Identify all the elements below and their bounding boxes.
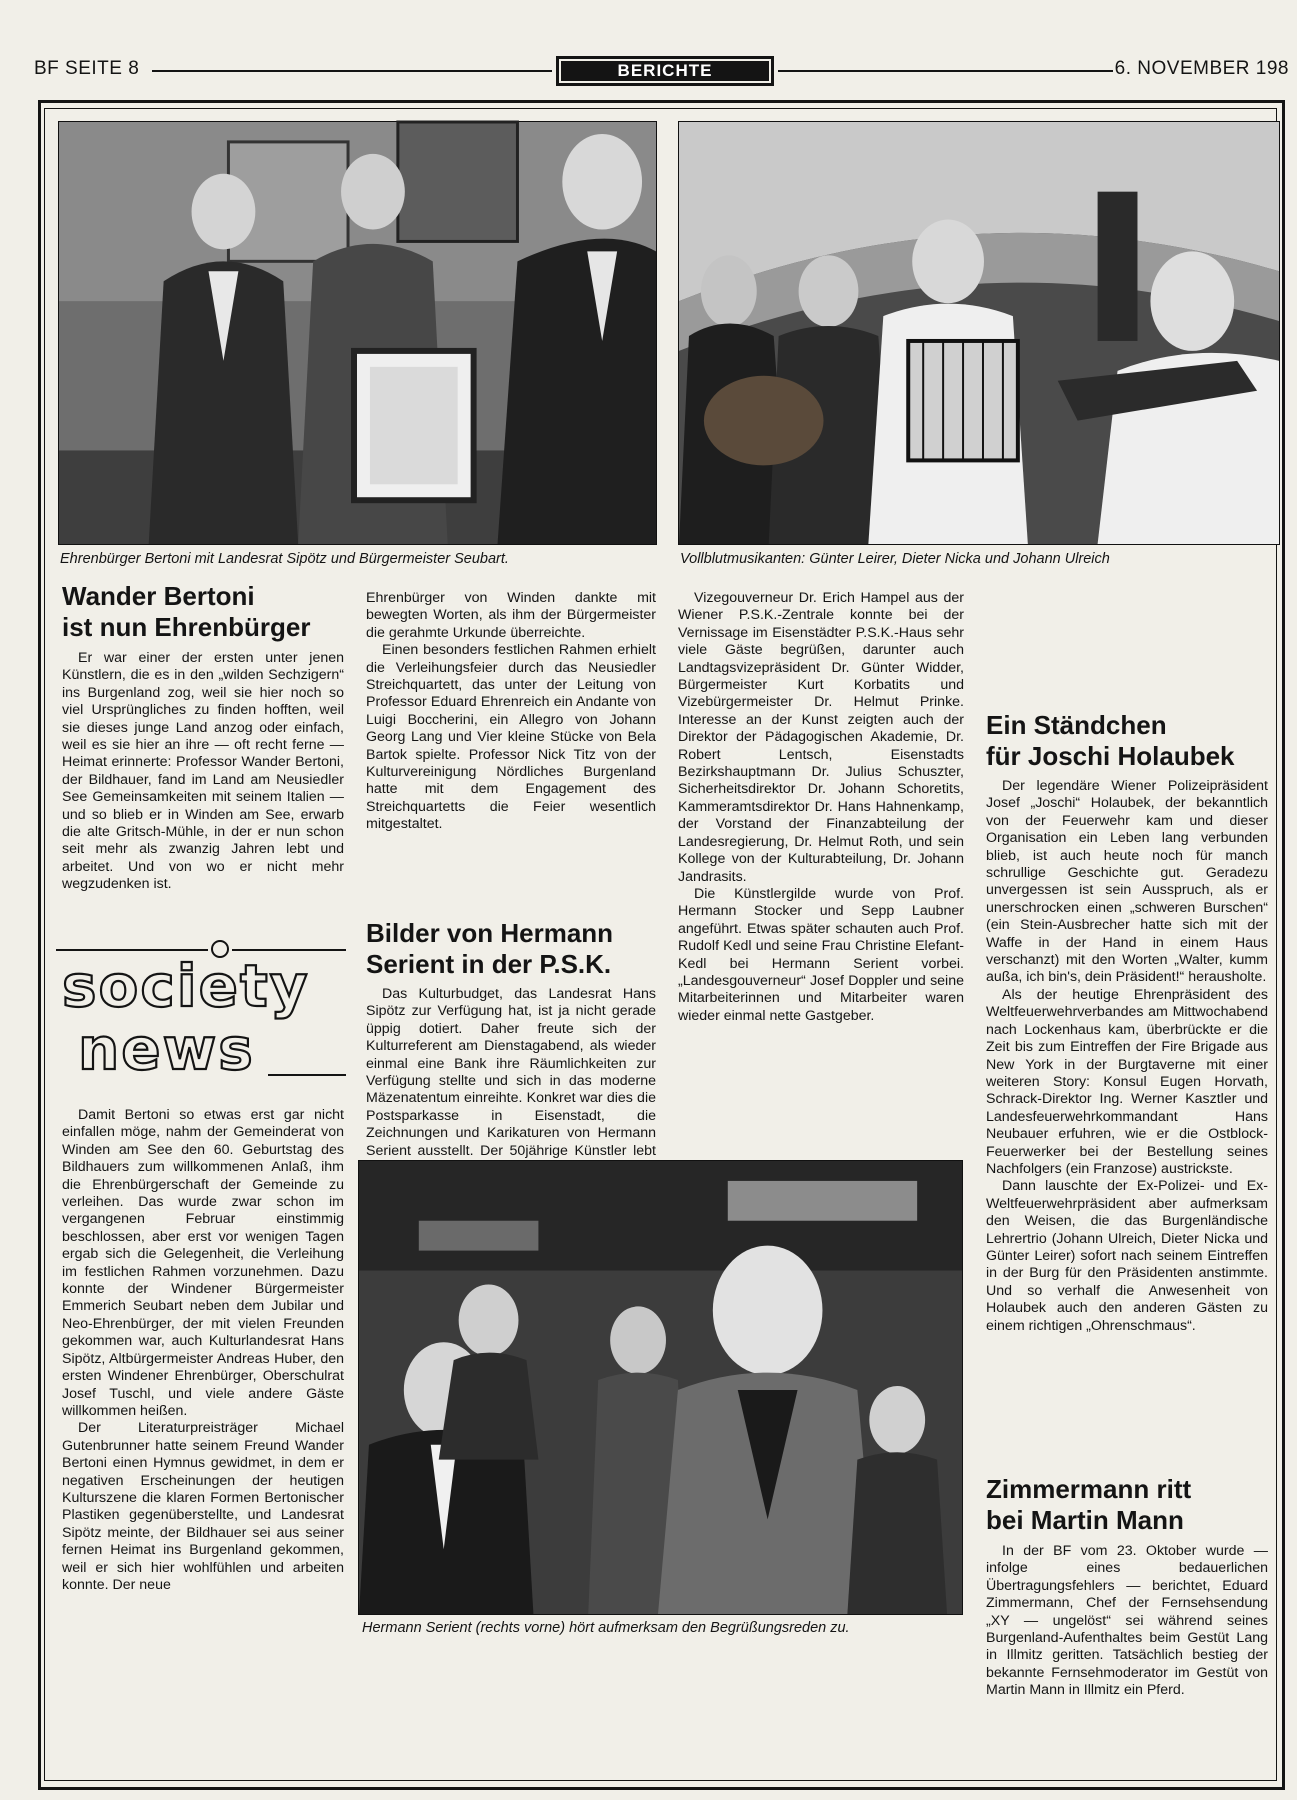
logo-rule-top (56, 949, 208, 951)
logo-rule-top (232, 949, 346, 951)
page-header (34, 50, 1289, 90)
article-column (366, 590, 656, 834)
article-paragraph: Damit Bertoni so etwas erst gar nicht einfallen möge, nahm der Gemeinderat von Winden am See den 60. Geburtstag des Bildhauers zum willkommenen Anlaß, ihm die Ehrenbürgerschaft der Gemeinde zu verleihen. Das wurde zwar schon im vergangenen Februar einstimmig beschlossen, aber erst vor wenigen Tagen ergab sich die Gelegenheit, die Verleihung im festlichen Rahmen vorzunehmen. Dazu konnte der Windener Bürgermeister Emmerich Seubart neben dem Jubilar und Neo-Ehrenbürger, der mit vielen Freunden gekommen war, auch Kulturlandesrat Hans Sipötz, Altbürgermeister Andreas Huber, den ersten Windener Ehrenbürger, Oberschulrat Josef Tuschl, und viele andere Gäste willkommen heißen. (62, 1107, 344, 1419)
article-column (986, 778, 1268, 1335)
logo-rule-bottom (268, 1074, 346, 1076)
article-column (62, 650, 344, 894)
article-column (678, 590, 964, 1025)
headline-line: Zimmermann ritt (986, 1474, 1192, 1504)
header-rule-left (152, 70, 552, 72)
article-headline (62, 581, 362, 643)
headline-line: Wander Bertoni (62, 581, 255, 611)
article-paragraph: Er war einer der ersten unter jenen Künstlern, die es in den „wilden Sechzigern“ ins Burgenland zog, weil sie hier noch so viel Ursprüngliches zu finden hofften, weil sie dieses junge Land anzog oder einfach, weil es sie hier an ihre — oft recht ferne — Heimat erinnerte: Professor Wander Bertoni, der Bildhauer, fand im Land am Neusiedler See Gemeinsamkeiten mit seinem Italien — und so blieb er in Winden am See, erwarb die alte Gritsch-Mühle, in der er nun schon seit mehr als zwanzig Jahren lebt und arbeitet. Und von wo er nicht mehr wegzudenken ist. (62, 650, 344, 893)
article-paragraph: Die Künstlergilde wurde von Prof. Hermann Stocker und Sepp Laubner angeführt. Etwas später schauten auch Prof. Rudolf Kedl und seine Frau Christine Elefant-Kedl bei Hermann Serient vorbei. „Landesgouverneur“ Josef Doppler und seine Mitarbeiterinnen und Mitarbeiter waren wieder einmal nette Gastgeber. (678, 885, 964, 1024)
article-column (986, 1543, 1268, 1700)
article-paragraph: Als der heutige Ehrenpräsident des Weltfeuerwehrverbandes am Mittwochabend nach Lockenhaus kam, überbrückte er die Zeit bis zum Eintreffen der Fire Brigade aus New York in der Burgtaverne mit einer weiteren Story: Konsul Eugen Horvath, Schrack-Direktor Ing. Werner Kasztler und Landesfeuerwehrkommandant Hans Neubauer erfuhren, wie er die Ostblock-Feuerwerker bei der Bestellung seines Nachfolgers (ein Franzose) austrickste. (986, 986, 1268, 1177)
article-column (62, 1107, 344, 1594)
photo-musicians (678, 121, 1280, 545)
article-paragraph: Der Literaturpreisträger Michael Gutenbrunner hatte seinem Freund Wander Bertoni einen Hymnus gewidmet, in dem er negativen Erscheinungen der heutigen Kulturszene die klaren Formen Bertonischer Plastiken gegenüberstellte, und Landesrat Sipötz meinte, der Bildhauer sei aus seiner fernen Heimat ins Burgenland gekommen, weil er sich hier wohlfühlen und arbeiten konnte. Der neue (62, 1420, 344, 1593)
society-news-logo-line2: news (78, 1015, 255, 1083)
headline-line: ist nun Ehrenbürger (62, 612, 311, 642)
header-rule-right (778, 70, 1113, 72)
photo-caption: Vollblutmusikanten: Günter Leirer, Dieter Nicka und Johann Ulreich (680, 551, 1110, 567)
headline-line: Ein Ständchen (986, 710, 1167, 740)
article-paragraph: Einen besonders festlichen Rahmen erhielt die Verleihungsfeier durch das Neusiedler Streichquartett, das unter der Leitung von Professor Eduard Ehrenreich ein Andante von Luigi Boccherini, ein Allegro von Johann Georg Lang und Vier kleine Stücke von Bela Bartok spielte. Professor Nick Titz von der Kulturvereinigung Nördliches Burgenland hatte mit dem Engagement des Streichquartetts die Feier wesentlich mitgestaltet. (366, 642, 656, 833)
headline-line: Serient in der P.S.K. (366, 949, 612, 979)
article-column (366, 986, 656, 1159)
issue-date: 6. NOVEMBER 198 (1114, 58, 1289, 79)
page-number: BF SEITE 8 (34, 58, 140, 79)
article-paragraph: Dann lauschte der Ex-Polizei- und Ex-Weltfeuerwehrpräsident aber aufmerksam den Weisen, die das Burgenländische Lehrertrio (Johann Ulreich, Dieter Nicka und Günter Leirer) sofort nach seinem Eintreffen in der Burg für den Präsidenten anstimmte. Und so verhalf die Anwesenheit von Holaubek auch den anderen Gästen zu einem richtigen „Ohrenschmaus“. (986, 1178, 1268, 1334)
photo-caption: Ehrenbürger Bertoni mit Landesrat Sipötz und Bürgermeister Seubart. (60, 551, 509, 567)
article-headline (986, 710, 1286, 772)
society-news-logo-line1: society (62, 952, 310, 1020)
section-label: BERICHTE (561, 61, 769, 81)
article-paragraph: Vizegouverneur Dr. Erich Hampel aus der Wiener P.S.K.-Zentrale konnte bei der Vernissage im Eisenstädter P.S.K.-Haus sehr viele Gäste begrüßen, darunter auch Landtagsvizepräsident Dr. Günter Widder, Bürgermeister Kurt Korbatits und Vizebürgermeister Dr. Helmut Prinke. Interesse an der Kunst zeigten auch der Direktor der Pädagogischen Akademie, Dr. Robert Lentsch, Eisenstadts Bezirkshauptmann Dr. Julius Schuszter, Sicherheitsdirektor Dr. Johann Schoretits, Kammeramtsdirektor Dr. Hans Hahnenkamp, der Vorstand der Finanzabteilung der Landesregierung, Dr. Helmut Roth, und sein Kollege von der Kulturabteilung, Dr. Johann Jandrasits. (678, 590, 964, 885)
photo-bertoni-ceremony (58, 121, 657, 545)
headline-line: bei Martin Mann (986, 1505, 1184, 1535)
article-headline (986, 1474, 1286, 1536)
article-paragraph: In der BF vom 23. Oktober wurde — infolge eines bedauerlichen Übertragungsfehlers — berichtet, Eduard Zimmermann, Chef der Fernsehsendung „XY — ungelöst“ sei während seines Burgenland-Aufenthaltes beim Gestüt Lang in Illmitz geritten. Tatsächlich bestieg der bekannte Fernsehmoderator im Gestüt von Martin Mann in Illmitz ein Pferd. (986, 1543, 1268, 1699)
section-label-box (556, 56, 774, 86)
headline-line: Bilder von Hermann (366, 918, 614, 948)
article-paragraph: Das Kulturbudget, das Landesrat Hans Sipötz zur Verfügung hat, ist ja nicht gerade üppig dotiert. Daher freute sich der Kulturreferent am Dienstagabend, als wieder einmal eine Bank ihre Räumlichkeiten zur Verfügung stellte und sich in das moderne Mäzenatentum einreihte. Konkret war dies die Postsparkasse in Eisenstadt, die Zeichnungen und Karikaturen von Hermann Serient ausstellt. Der 50jährige Künstler lebt (366, 986, 656, 1159)
article-paragraph: Der legendäre Wiener Polizeipräsident Josef „Joschi“ Holaubek, der bekanntlich von der Feuerwehr kam und dieser Organisation ein Leben lang verbunden blieb, ist auch heute noch für manch schrullige Geschichte gut. Geradezu unvergessen ist sein Ausspruch, als er unerschrocken einen „schweren Burschen“ (ein Stein-Ausbrecher hatte sich mit der Waffe in der Hand in einem Haus verschanzt) mit den Worten „Walter, kumm außa, ich bin's, dein Präsident!“ herausholte. (986, 778, 1268, 986)
photo-psk-vernissage (358, 1160, 963, 1615)
article-paragraph: Ehrenbürger von Winden dankte mit bewegten Worten, als ihm der Bürgermeister die gerahmte Urkunde überreichte. (366, 590, 656, 641)
photo-caption: Hermann Serient (rechts vorne) hört aufmerksam den Begrüßungsreden zu. (362, 1620, 850, 1636)
article-headline (366, 918, 666, 980)
headline-line: für Joschi Holaubek (986, 741, 1235, 771)
